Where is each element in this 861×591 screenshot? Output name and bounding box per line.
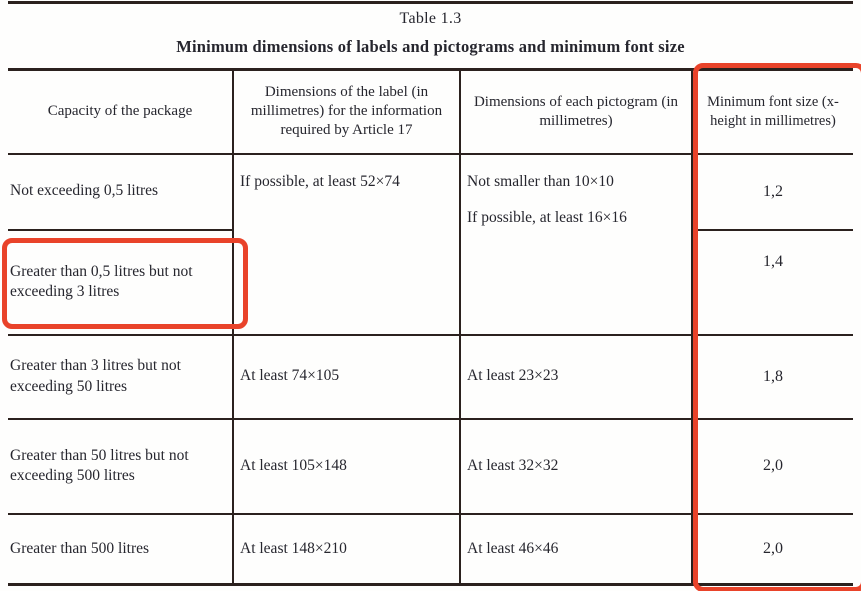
cell-capacity-row1: Not exceeding 0,5 litres — [8, 154, 233, 230]
header-label-dimensions: Dimensions of the label (in millimetres) for the information required by Article 17 — [233, 70, 460, 154]
dimensions-table — [8, 68, 853, 586]
cell-font-size-row1: 1,2 — [692, 154, 853, 230]
table-subtitle: Minimum dimensions of labels and pictograms and minimum font size — [176, 37, 685, 56]
cell-capacity-row2: Greater than 0,5 litres but not exceeding 3 litres — [8, 230, 233, 335]
header-pictogram-dimensions: Dimensions of each pictogram (in millimetres) — [460, 70, 692, 154]
cell-pictogram-dimensions-row1 — [460, 154, 692, 335]
table-row — [8, 514, 853, 585]
cell-font-size-row3: 1,8 — [692, 335, 853, 419]
cell-capacity-row5: Greater than 500 litres — [8, 514, 233, 585]
cell-label-dimensions-row1: If possible, at least 52×74 — [233, 154, 460, 335]
cell-pictogram-dimensions-row4: At least 32×32 — [460, 419, 692, 514]
page-top-rule — [8, 1, 853, 4]
table-row — [8, 419, 853, 514]
cell-pictogram-dimensions-row5: At least 46×46 — [460, 514, 692, 585]
cell-label-dimensions-row3: At least 74×105 — [233, 335, 460, 419]
table-number-title: Table 1.3 — [399, 10, 462, 27]
pictogram-dimension-line-2: If possible, at least 16×16 — [467, 208, 627, 226]
cell-capacity-row3: Greater than 3 litres but not exceeding 50 litres — [8, 335, 233, 419]
header-minimum-font-size: Minimum font size (x-height in millimetres) — [692, 70, 853, 154]
cell-label-dimensions-row4: At least 105×148 — [233, 419, 460, 514]
cell-pictogram-dimensions-row3: At least 23×23 — [460, 335, 692, 419]
table-header-row — [8, 70, 853, 154]
cell-font-size-row4: 2,0 — [692, 419, 853, 514]
cell-label-dimensions-row5: At least 148×210 — [233, 514, 460, 585]
table-row — [8, 154, 853, 230]
cell-font-size-row5: 2,0 — [692, 514, 853, 585]
pictogram-dimension-line-1: Not smaller than 10×10 — [467, 172, 614, 190]
table-row — [8, 335, 853, 419]
cell-font-size-row2: 1,4 — [692, 230, 853, 335]
cell-capacity-row4: Greater than 50 litres but not exceeding 500 litres — [8, 419, 233, 514]
header-capacity: Capacity of the package — [8, 70, 233, 154]
